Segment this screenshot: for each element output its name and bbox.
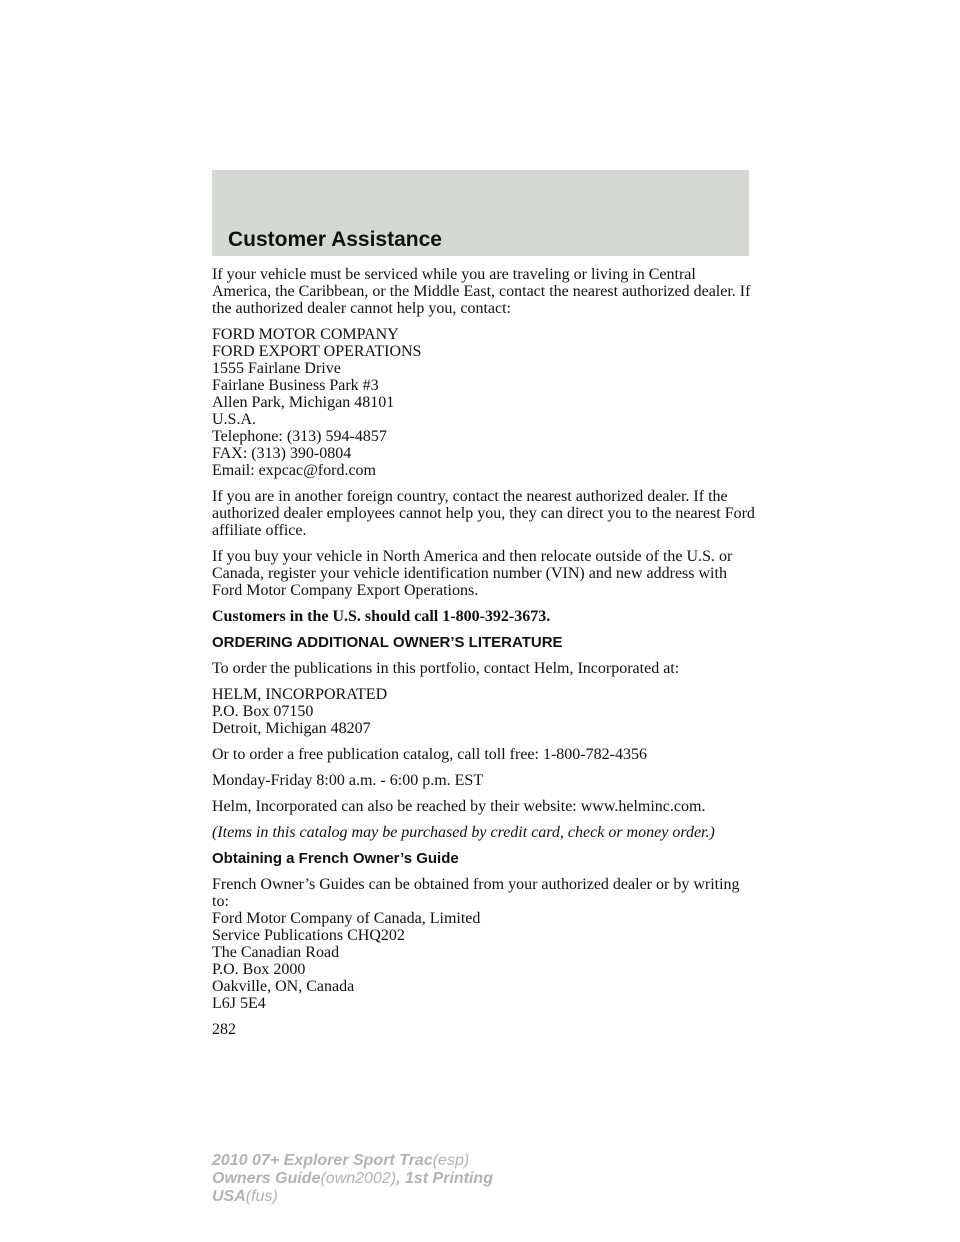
footer-market: USA <box>212 1188 246 1205</box>
footer-line-3 <box>212 1188 493 1206</box>
footer-market-code: (fus) <box>245 1188 278 1205</box>
footer-line-1 <box>212 1152 493 1170</box>
literature-heading: ORDERING ADDITIONAL OWNER’S LITERATURE <box>212 634 563 651</box>
address-line: The Canadian Road <box>212 944 340 961</box>
address-line: FORD MOTOR COMPANY <box>212 326 399 343</box>
address-line: Ford Motor Company of Canada, Limited <box>212 910 481 927</box>
address-line: P.O. Box 2000 <box>212 961 306 978</box>
relocate-paragraph: If you buy your vehicle in North America and then relocate outside of the U.S. or Canada, register your vehicle identification number (VIN) and new address with Ford Motor Company Export Operations. <box>212 548 733 599</box>
address-line: Fairlane Business Park #3 <box>212 377 379 394</box>
footer-guide: Owners Guide <box>212 1170 321 1187</box>
page-content <box>212 266 757 1047</box>
footer-line-2 <box>212 1170 493 1188</box>
section-title: Customer Assistance <box>228 228 442 251</box>
address-line: HELM, INCORPORATED <box>212 686 388 703</box>
export-operations-address <box>212 326 757 479</box>
intro-paragraph: If your vehicle must be serviced while you are traveling or living in Central America, the Caribbean, or the Middle East, contact the nearest authorized dealer. If the authorized dealer cannot help you, contact: <box>212 266 751 317</box>
website-paragraph: Helm, Incorporated can also be reached by their website: www.helminc.com. <box>212 798 706 815</box>
address-line: P.O. Box 07150 <box>212 703 314 720</box>
foreign-country-paragraph: If you are in another foreign country, contact the nearest authorized dealer. If the authorized dealer employees cannot help you, they can direct you to the nearest Ford affiliate office. <box>212 488 755 539</box>
catalog-paragraph: Or to order a free publication catalog, call toll free: 1-800-782-4356 <box>212 746 647 763</box>
payment-note: (Items in this catalog may be purchased by credit card, check or money order.) <box>212 824 715 841</box>
footer-printing: , 1st Printing <box>396 1170 493 1187</box>
print-footer <box>212 1152 493 1206</box>
email-line: Email: expcac@ford.com <box>212 462 376 479</box>
address-line: U.S.A. <box>212 411 257 428</box>
footer-vehicle: 2010 07+ Explorer Sport Trac <box>212 1152 433 1169</box>
address-line: Service Publications CHQ202 <box>212 927 405 944</box>
fax-line: FAX: (313) 390-0804 <box>212 445 352 462</box>
address-line: FORD EXPORT OPERATIONS <box>212 343 422 360</box>
hours-paragraph: Monday-Friday 8:00 a.m. - 6:00 p.m. EST <box>212 772 484 789</box>
address-line: L6J 5E4 <box>212 995 266 1012</box>
french-guide-heading: Obtaining a French Owner’s Guide <box>212 850 459 867</box>
footer-vehicle-code: (esp) <box>432 1152 470 1169</box>
address-line: Allen Park, Michigan 48101 <box>212 394 395 411</box>
helm-address <box>212 686 757 737</box>
french-guide-block <box>212 876 757 1012</box>
footer-guide-code: (own2002) <box>320 1170 397 1187</box>
address-line: 1555 Fairlane Drive <box>212 360 341 377</box>
us-call-paragraph: Customers in the U.S. should call 1-800-392-3673. <box>212 608 551 625</box>
literature-intro: To order the publications in this portfolio, contact Helm, Incorporated at: <box>212 660 680 677</box>
page-number: 282 <box>212 1021 236 1038</box>
french-intro: French Owner’s Guides can be obtained from your authorized dealer or by writing to: <box>212 876 740 910</box>
address-line: Detroit, Michigan 48207 <box>212 720 371 737</box>
address-line: Oakville, ON, Canada <box>212 978 355 995</box>
section-header-band <box>212 170 749 256</box>
telephone-line: Telephone: (313) 594-4857 <box>212 428 387 445</box>
